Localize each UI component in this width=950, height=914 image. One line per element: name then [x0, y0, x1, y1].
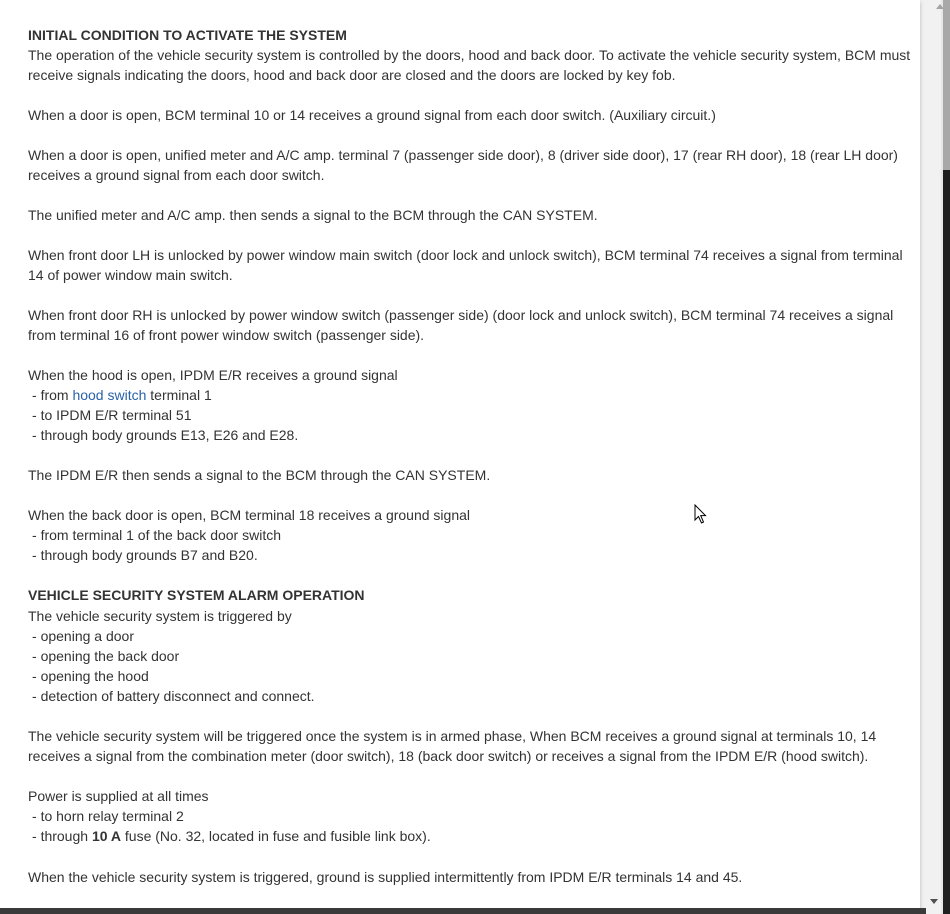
list-item-text: fuse (No. 32, located in fuse and fusible link box). [121, 828, 431, 844]
document-content [28, 25, 913, 907]
list-item [28, 826, 913, 846]
outer-scrollbar-upper[interactable] [943, 0, 950, 170]
paragraph-armed-phase: The vehicle security system will be triggered once the system is in armed phase, When BCM receives a ground signal at terminals 10, 14 receives a signal from the combination meter (door switch), 18 (back door switch) or receives a signal from the IPDM E/R (hood switch). [28, 728, 877, 764]
scroll-down-arrow-icon[interactable] [930, 899, 938, 904]
hood-signal-list [28, 385, 913, 445]
paragraph-meter-can: The unified meter and A/C amp. then sends a signal to the BCM through the CAN SYSTEM. [28, 207, 598, 223]
list-item: - to IPDM E/R terminal 51 [28, 405, 913, 425]
list-item-text: terminal 1 [146, 387, 212, 403]
list-item: - opening the back door [28, 646, 913, 666]
list-item: - detection of battery disconnect and connect. [28, 686, 913, 706]
paragraph-hood-open: When the hood is open, IPDM E/R receives a ground signal [28, 367, 398, 383]
paragraph-door-open-meter: When a door is open, unified meter and A/C amp. terminal 7 (passenger side door), 8 (driver side door), 17 (rear RH door), 18 (rear LH door) receives a ground signal from each door switch. [28, 147, 898, 183]
outer-scrollbar-thumb[interactable] [943, 170, 950, 914]
back-door-signal-list [28, 525, 913, 565]
paragraph-front-door-lh: When front door LH is unlocked by power window main switch (door lock and unlock switch), BCM terminal 74 receives a signal from terminal 14 of power window main switch. [28, 247, 903, 283]
paragraph-ipdm-can: The IPDM E/R then sends a signal to the BCM through the CAN SYSTEM. [28, 467, 491, 483]
trigger-list [28, 626, 913, 706]
list-item: - opening the hood [28, 666, 913, 686]
bottom-edge-bar [0, 908, 926, 914]
mouse-cursor-icon [694, 504, 708, 524]
paragraph-operation: The operation of the vehicle security system is controlled by the doors, hood and back door. To activate the vehicle security system, BCM must receive signals indicating the doors, hood and back door are closed and the doors are locked by key fob. [28, 47, 911, 83]
power-list [28, 806, 913, 846]
section-heading-alarm-operation: VEHICLE SECURITY SYSTEM ALARM OPERATION [28, 587, 365, 603]
list-item: - through body grounds E13, E26 and E28. [28, 425, 913, 445]
paragraph-triggered-by: The vehicle security system is triggered by [28, 608, 292, 624]
paragraph-door-open-bcm: When a door is open, BCM terminal 10 or 14 receives a ground signal from each door switch. (Auxiliary circuit.) [28, 107, 716, 123]
hood-switch-link[interactable]: hood switch [72, 387, 147, 403]
paragraph-power-supplied: Power is supplied at all times [28, 788, 209, 804]
paragraph-triggered-ground: When the vehicle security system is triggered, ground is supplied intermittently from IPDM E/R terminals 14 and 45. [28, 869, 743, 885]
fuse-rating: 10 A [91, 828, 121, 844]
list-item-text: through [40, 828, 92, 844]
list-item: - from terminal 1 of the back door switch [28, 525, 913, 545]
list-item: - through body grounds B7 and B20. [28, 545, 913, 565]
paragraph-back-door-open: When the back door is open, BCM terminal 18 receives a ground signal [28, 507, 471, 523]
section-heading-initial-condition: INITIAL CONDITION TO ACTIVATE THE SYSTEM [28, 27, 347, 43]
list-item-text: from [40, 387, 73, 403]
list-item [28, 385, 913, 405]
paragraph-front-door-rh: When front door RH is unlocked by power window switch (passenger side) (door lock and unlock switch), BCM terminal 74 receives a signal from terminal 16 of front power window switch (passenger side). [28, 307, 894, 343]
list-item: - opening a door [28, 626, 913, 646]
list-item: - to horn relay terminal 2 [28, 806, 913, 826]
scroll-up-arrow-icon[interactable] [936, 4, 944, 9]
